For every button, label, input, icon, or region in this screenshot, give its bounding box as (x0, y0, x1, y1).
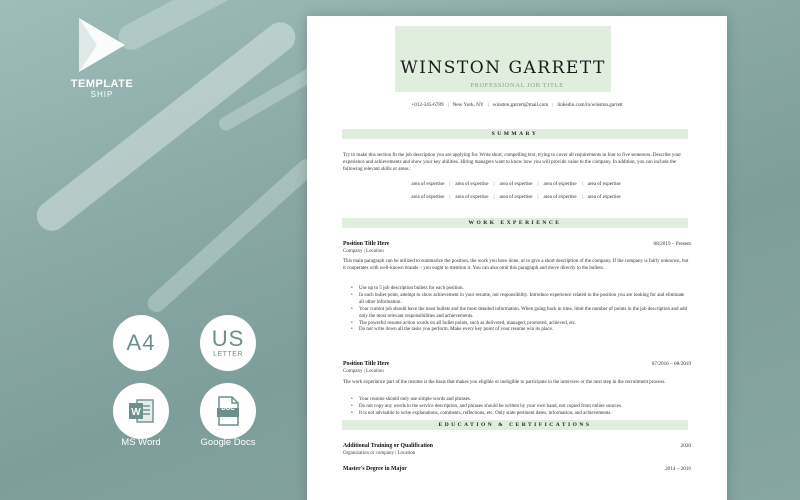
play-logo-icon (73, 14, 131, 76)
professional-job-title: PROFESSIONAL JOB TITLE (470, 82, 564, 89)
list-item: • It is not advisable to write explanations, comments, reflections, etc. Only state pertinent dates, information, and achievements. (351, 411, 687, 418)
list-item: • In each bullet point, attempt to show achievement in your resume, not responsibility. Introduce experience related to the position you are looking for and eliminate all other information. (351, 293, 687, 307)
candidate-name: WINSTON GARRETT (400, 58, 606, 78)
expertise-item: area of expertise (499, 182, 533, 187)
list-item: • Your current job should have the most bullets and the most detailed information. When going back in time, limit the number of points in the job description and add only the most relevant responsibilities and achievements. (351, 307, 687, 321)
job-1-title: Position Title Here (343, 241, 390, 247)
contact-location: New York, NY (452, 102, 484, 108)
job-2-dates: 07/2016 – 08/2019 (651, 361, 691, 367)
job-2-intro: The work experience part of the resume is the basis that makes you eligible or ineligible to participate in the interview or the next step in the recruitment process. (343, 380, 666, 385)
education-1-organization: Organization or company | Location (343, 451, 416, 456)
job-1-company: Company | Location (343, 249, 384, 254)
list-item: • Do not copy any words in the service description, and phrases should be written by your own hand, not copied from online sources. (351, 404, 687, 411)
resume-page (307, 16, 727, 500)
job-2-bullets (351, 397, 687, 418)
summary-heading: SUMMARY (342, 129, 688, 139)
contact-line: +012-345-6789 | New York, NY | winston.garrett@mail.com | linkedin.com/in/winston.garrett (411, 102, 623, 108)
brand-logo (66, 14, 138, 99)
education-heading: EDUCATION & CERTIFICATIONS (342, 420, 688, 430)
list-item: • Do not write down all the tasks you perform. Make every key point of your resume win its place. (351, 327, 687, 334)
expertise-item: area of expertise (499, 195, 533, 200)
google-docs-badge (200, 383, 256, 439)
list-item: • The powerful resume action words on all bullet points, such as delivered, managed, promoted, achieved, etc. (351, 321, 687, 328)
logo-subtext: SHIP (90, 90, 114, 99)
background-brush-stroke (144, 155, 320, 316)
expertise-item: area of expertise (411, 182, 445, 187)
expertise-item: area of expertise (411, 195, 445, 200)
job-2-company: Company | Location (343, 369, 384, 374)
expertise-item: area of expertise (587, 182, 621, 187)
a4-format-badge (113, 315, 169, 371)
list-item: • Your resume should only use simple words and phrases. (351, 397, 687, 404)
job-1-intro: This main paragraph can be utilized to summarize the position, the work you have done, or to give a short description of the company. If the company is fairly unknown, but it cooperates with well-known brands – you ought to mention it. You can also omit this paragraph and move directly to the bullets. (343, 259, 689, 271)
contact-phone: +012-345-6789 (411, 102, 444, 108)
contact-email: winston.garrett@mail.com (492, 102, 549, 108)
doc-label: DOC (221, 406, 235, 412)
job-1-bullets (351, 286, 687, 334)
list-item: • Use up to 5 job description bullets for each position. (351, 286, 687, 293)
expertise-row-1: area of expertise | area of expertise | area of expertise | area of expertise | area of expertise (411, 182, 621, 187)
expertise-item: area of expertise (543, 182, 577, 187)
education-2-title: Master's Degree in Major (343, 466, 407, 472)
expertise-row-2: area of expertise | area of expertise | area of expertise | area of expertise | area of expertise (411, 195, 621, 200)
job-1-dates: 08/2019 – Present (653, 241, 691, 247)
ms-word-label: MS Word (121, 437, 161, 448)
us-letter-format-badge (200, 315, 256, 371)
education-1-title: Additional Training or Qualification (343, 443, 434, 449)
job-2-title: Position Title Here (343, 361, 390, 367)
letter-format-text: LETTER (213, 351, 243, 358)
expertise-item: area of expertise (587, 195, 621, 200)
education-1-year: 2020 (680, 443, 691, 449)
logo-text: TEMPLATE (70, 78, 134, 90)
google-docs-label: Google Docs (200, 437, 256, 448)
a4-format-text: A4 (126, 330, 156, 355)
work-experience-heading: WORK EXPERIENCE (342, 218, 688, 228)
svg-text:W: W (131, 407, 141, 418)
expertise-item: area of expertise (455, 182, 489, 187)
summary-text: Try to make this section fit the job description you are applying for. Write short, compelling text, trying to cover all requirements in four to five sentences. Describe your experience and achievements and show your key abilities. Hiring managers want to know how you will provide value to the company. In addition, you can include the following relevant skills or areas : (343, 153, 682, 172)
contact-linkedin: linkedin.com/in/winston.garrett (557, 102, 623, 108)
education-2-years: 2014 – 2016 (665, 466, 691, 472)
us-format-text: US (211, 326, 245, 351)
expertise-item: area of expertise (543, 195, 577, 200)
expertise-item: area of expertise (455, 195, 489, 200)
word-document-icon (126, 396, 156, 426)
ms-word-badge (113, 383, 169, 439)
